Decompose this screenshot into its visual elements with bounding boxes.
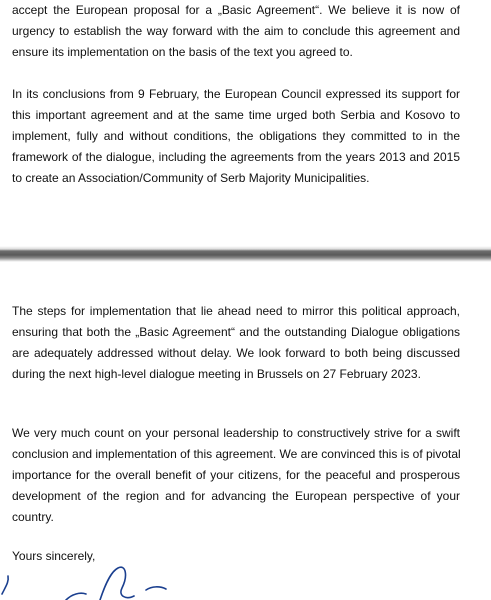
paragraph-line: implement, fully and without conditions, the obligations they committed to in the [12, 129, 460, 143]
page-break-divider [0, 246, 491, 262]
closing-salutation: Yours sincerely, [12, 549, 96, 563]
letter-page-1 [0, 0, 491, 246]
paragraph-line: The steps for implementation that lie ahead need to mirror this political approach, [12, 304, 460, 318]
paragraph-line: urgency to establish the way forward with the aim to conclude this agreement and [12, 24, 460, 38]
paragraph-line: ensure its implementation on the basis of the text you agreed to. [12, 45, 353, 59]
paragraph-line: In its conclusions from 9 February, the European Council expressed its support for [12, 87, 460, 101]
letter-page-2 [0, 262, 491, 600]
paragraph-implementation-steps [12, 301, 460, 385]
paragraph-line: development of the region and for advancing the European perspective of your [12, 489, 460, 503]
paragraph-personal-leadership [12, 423, 460, 528]
paragraph-line: during the next high-level dialogue meeting in Brussels on 27 February 2023. [12, 367, 421, 381]
paragraph-basic-agreement [12, 0, 460, 63]
paragraph-european-council [12, 84, 460, 189]
handwritten-signature [0, 564, 200, 600]
paragraph-line: We very much count on your personal leadership to constructively strive for a swift [12, 426, 460, 440]
paragraph-line: conclusion and implementation of this agreement. We are convinced this is of pivotal [12, 447, 461, 461]
paragraph-line: framework of the dialogue, including the agreements from the years 2013 and 2015 [12, 150, 460, 164]
paragraph-line: country. [12, 510, 54, 524]
paragraph-line: to create an Association/Community of Serb Majority Municipalities. [12, 171, 370, 185]
paragraph-line: this important agreement and at the same time urged both Serbia and Kosovo to [12, 108, 460, 122]
paragraph-line: are adequately addressed without delay. We look forward to both being discussed [12, 346, 460, 360]
paragraph-line: ensuring that both the „Basic Agreement“ and the outstanding Dialogue obligations [12, 325, 460, 339]
paragraph-line: accept the European proposal for a „Basic Agreement“. We believe it is now of [12, 3, 460, 17]
paragraph-line: importance for the overall benefit of your citizens, for the peaceful and prosperous [12, 468, 460, 482]
